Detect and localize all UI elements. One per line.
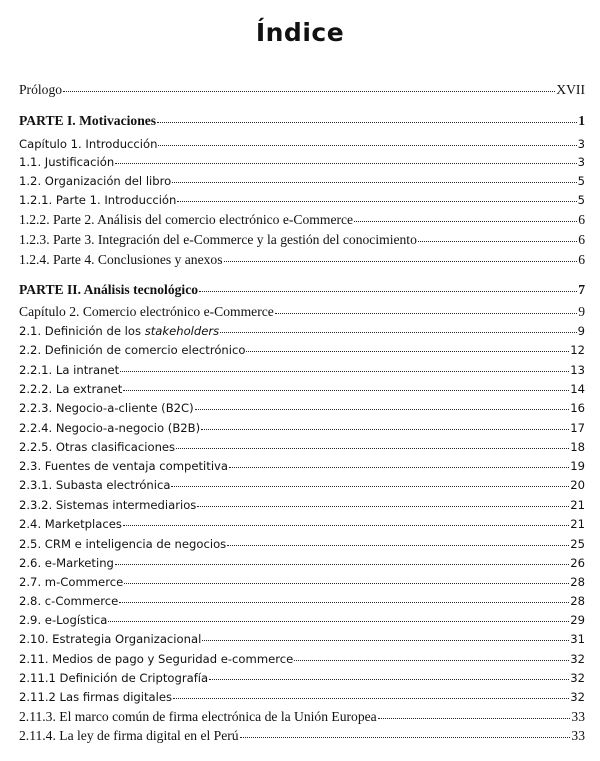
toc-entry-label: 2.3. Fuentes de ventaja competitiva [19, 459, 229, 473]
toc-page-number: 12 [570, 343, 585, 357]
toc-page-number: 6 [578, 232, 585, 247]
toc-entry [19, 81, 585, 99]
dot-leader [115, 560, 569, 565]
toc-page-number: 21 [570, 498, 585, 512]
toc-page-number: 13 [570, 363, 585, 377]
toc-entry-label: 2.11.1 Definición de Criptografía [19, 671, 209, 685]
toc-entry-label: 2.11. Medios de pago y Seguridad e-commerce [19, 652, 294, 666]
dot-leader [354, 217, 577, 222]
toc-page-number: 21 [570, 517, 585, 531]
dot-leader [158, 141, 576, 146]
toc-entry-label: 1.2. Organización del libro [19, 174, 172, 188]
page-title: Índice [255, 18, 345, 47]
toc-page-number: 5 [577, 174, 585, 188]
toc-entry-label: 2.2.1. La intranet [19, 363, 120, 377]
toc-entry [19, 438, 585, 456]
toc-part-heading [19, 281, 585, 299]
dot-leader [201, 425, 569, 430]
toc-entry-label: 1.1. Justificación [19, 155, 115, 169]
dot-leader [229, 463, 569, 468]
toc-page-number: 3 [577, 155, 585, 169]
toc-entry-label: 2.2.2. La extranet [19, 382, 123, 396]
toc-entry-label: 2.5. CRM e inteligencia de negocios [19, 537, 227, 551]
toc-page-number: 29 [570, 613, 585, 627]
toc-entry [19, 708, 585, 726]
toc-page-number: 7 [578, 282, 585, 297]
toc-page-number: 26 [570, 556, 585, 570]
dot-leader [119, 598, 569, 603]
toc-entry [19, 592, 585, 610]
toc-entry [19, 380, 585, 398]
toc-entry [19, 303, 585, 321]
toc-entry-label: 2.4. Marketplaces [19, 517, 122, 531]
toc-entry-label-italic: stakeholders [144, 324, 220, 338]
dot-leader [124, 579, 569, 584]
toc-entry [19, 341, 585, 359]
dot-leader [195, 405, 570, 410]
dot-leader [63, 87, 555, 92]
dot-leader [220, 328, 576, 333]
toc-entry-label: Capítulo 2. Comercio electrónico e-Commerce [19, 304, 274, 319]
toc-entry-label: 2.7. m-Commerce [19, 575, 124, 589]
dot-leader [197, 502, 569, 507]
toc-entry [19, 211, 585, 229]
toc-page-number: 32 [570, 671, 585, 685]
toc-entry-label: 2.2.5. Otras clasificaciones [19, 440, 176, 454]
toc-entry-label: 2.3.1. Subasta electrónica [19, 478, 171, 492]
dot-leader [120, 367, 569, 372]
toc-entry-label: 1.2.4. Parte 4. Conclusiones y anexos [19, 252, 223, 267]
toc-page-number: 28 [570, 575, 585, 589]
dot-leader [108, 617, 569, 622]
toc-page-number: 25 [570, 537, 585, 551]
dot-leader [240, 733, 571, 738]
dot-leader [115, 159, 576, 164]
toc-page-number: 31 [570, 632, 585, 646]
toc-entry-label: 2.11.2 Las firmas digitales [19, 690, 173, 704]
dot-leader [171, 482, 569, 487]
dot-leader [227, 541, 569, 546]
dot-leader [172, 178, 576, 183]
toc-page-number: 3 [577, 137, 585, 151]
dot-leader [202, 636, 569, 641]
toc-entry [19, 630, 585, 648]
toc-part-heading [19, 112, 585, 130]
toc-entry-label: 2.9. e-Logística [19, 613, 108, 627]
toc-page-number: 32 [570, 652, 585, 666]
toc-entry-label [19, 322, 219, 340]
toc-entry-label: 1.2.1. Parte 1. Introducción [19, 193, 177, 207]
toc-entry-label: 2.8. c-Commerce [19, 594, 119, 608]
dot-leader [199, 287, 577, 292]
toc-entry [19, 361, 585, 379]
toc-entry [19, 231, 585, 249]
toc-entry-label: 2.11.4. La ley de firma digital en el Perú [19, 728, 239, 743]
toc-entry [19, 727, 585, 745]
toc-page-number: 19 [570, 459, 585, 473]
dot-leader [418, 237, 577, 242]
toc-entry-label: 1.2.3. Parte 3. Integración del e-Commerce y la gestión del conocimiento [19, 232, 417, 247]
toc-entry-label: 2.2. Definición de comercio electrónico [19, 343, 246, 357]
toc-entry-label: 2.11.3. El marco común de firma electrónica de la Unión Europea [19, 709, 377, 724]
toc-entry [19, 399, 585, 417]
toc-page-number: 18 [570, 440, 585, 454]
toc-entry [19, 611, 585, 629]
toc-entry-label: 2.2.4. Negocio-a-negocio (B2B) [19, 421, 201, 435]
toc-entry [19, 573, 585, 591]
toc-page-number: 9 [577, 324, 585, 338]
toc-entry [19, 496, 585, 514]
dot-leader [157, 118, 577, 123]
dot-leader [378, 714, 571, 719]
toc-entry-label: Prólogo [19, 82, 63, 97]
toc-page-number: 17 [570, 421, 585, 435]
dot-leader [275, 309, 577, 314]
dot-leader [224, 257, 578, 262]
toc-page-number: 6 [578, 212, 585, 227]
dot-leader [123, 521, 569, 526]
toc-entry [19, 419, 585, 437]
dot-leader [176, 444, 569, 449]
toc-entry [19, 535, 585, 553]
toc-entry [19, 153, 585, 171]
toc-page-number: 6 [578, 252, 585, 267]
toc-entry-label: 1.2.2. Parte 2. Análisis del comercio electrónico e-Commerce [19, 212, 354, 227]
toc-page-number: 33 [571, 728, 585, 743]
toc-entry-label: 2.6. e-Marketing [19, 556, 114, 570]
toc-entry [19, 476, 585, 494]
toc-entry [19, 515, 585, 533]
dot-leader [123, 386, 569, 391]
dot-leader [173, 694, 569, 699]
toc-entry [19, 669, 585, 687]
toc-entry-label: 2.3.2. Sistemas intermediarios [19, 498, 197, 512]
dot-leader [294, 656, 569, 661]
toc-page-number: 9 [578, 304, 585, 319]
dot-leader [177, 197, 576, 202]
toc-entry [19, 191, 585, 209]
toc-page-number: 16 [570, 401, 585, 415]
toc-entry [19, 322, 585, 340]
toc-page-number: 32 [570, 690, 585, 704]
toc-entry [19, 135, 585, 153]
toc-page-number: 20 [570, 478, 585, 492]
toc-page-number: 1 [578, 113, 585, 128]
toc-entry [19, 554, 585, 572]
toc-page-number: XVII [556, 82, 585, 97]
toc-page-number: 14 [570, 382, 585, 396]
toc-entry-label: PARTE II. Análisis tecnológico [19, 282, 199, 297]
toc-entry [19, 251, 585, 269]
toc-entry-label: Capítulo 1. Introducción [19, 137, 158, 151]
toc-entry-label-text: 2.1. Definición de los [19, 324, 145, 338]
toc-entry-label: PARTE I. Motivaciones [19, 113, 157, 128]
toc-entry [19, 688, 585, 706]
toc-entry-label: 2.10. Estrategia Organizacional [19, 632, 202, 646]
toc-entry [19, 457, 585, 475]
toc-entry [19, 172, 585, 190]
toc-page-number: 28 [570, 594, 585, 608]
toc-entry-label: 2.2.3. Negocio-a-cliente (B2C) [19, 401, 194, 415]
dot-leader [246, 347, 569, 352]
toc-entry [19, 650, 585, 668]
dot-leader [209, 675, 569, 680]
toc-page-number: 33 [571, 709, 585, 724]
toc-page-number: 5 [577, 193, 585, 207]
